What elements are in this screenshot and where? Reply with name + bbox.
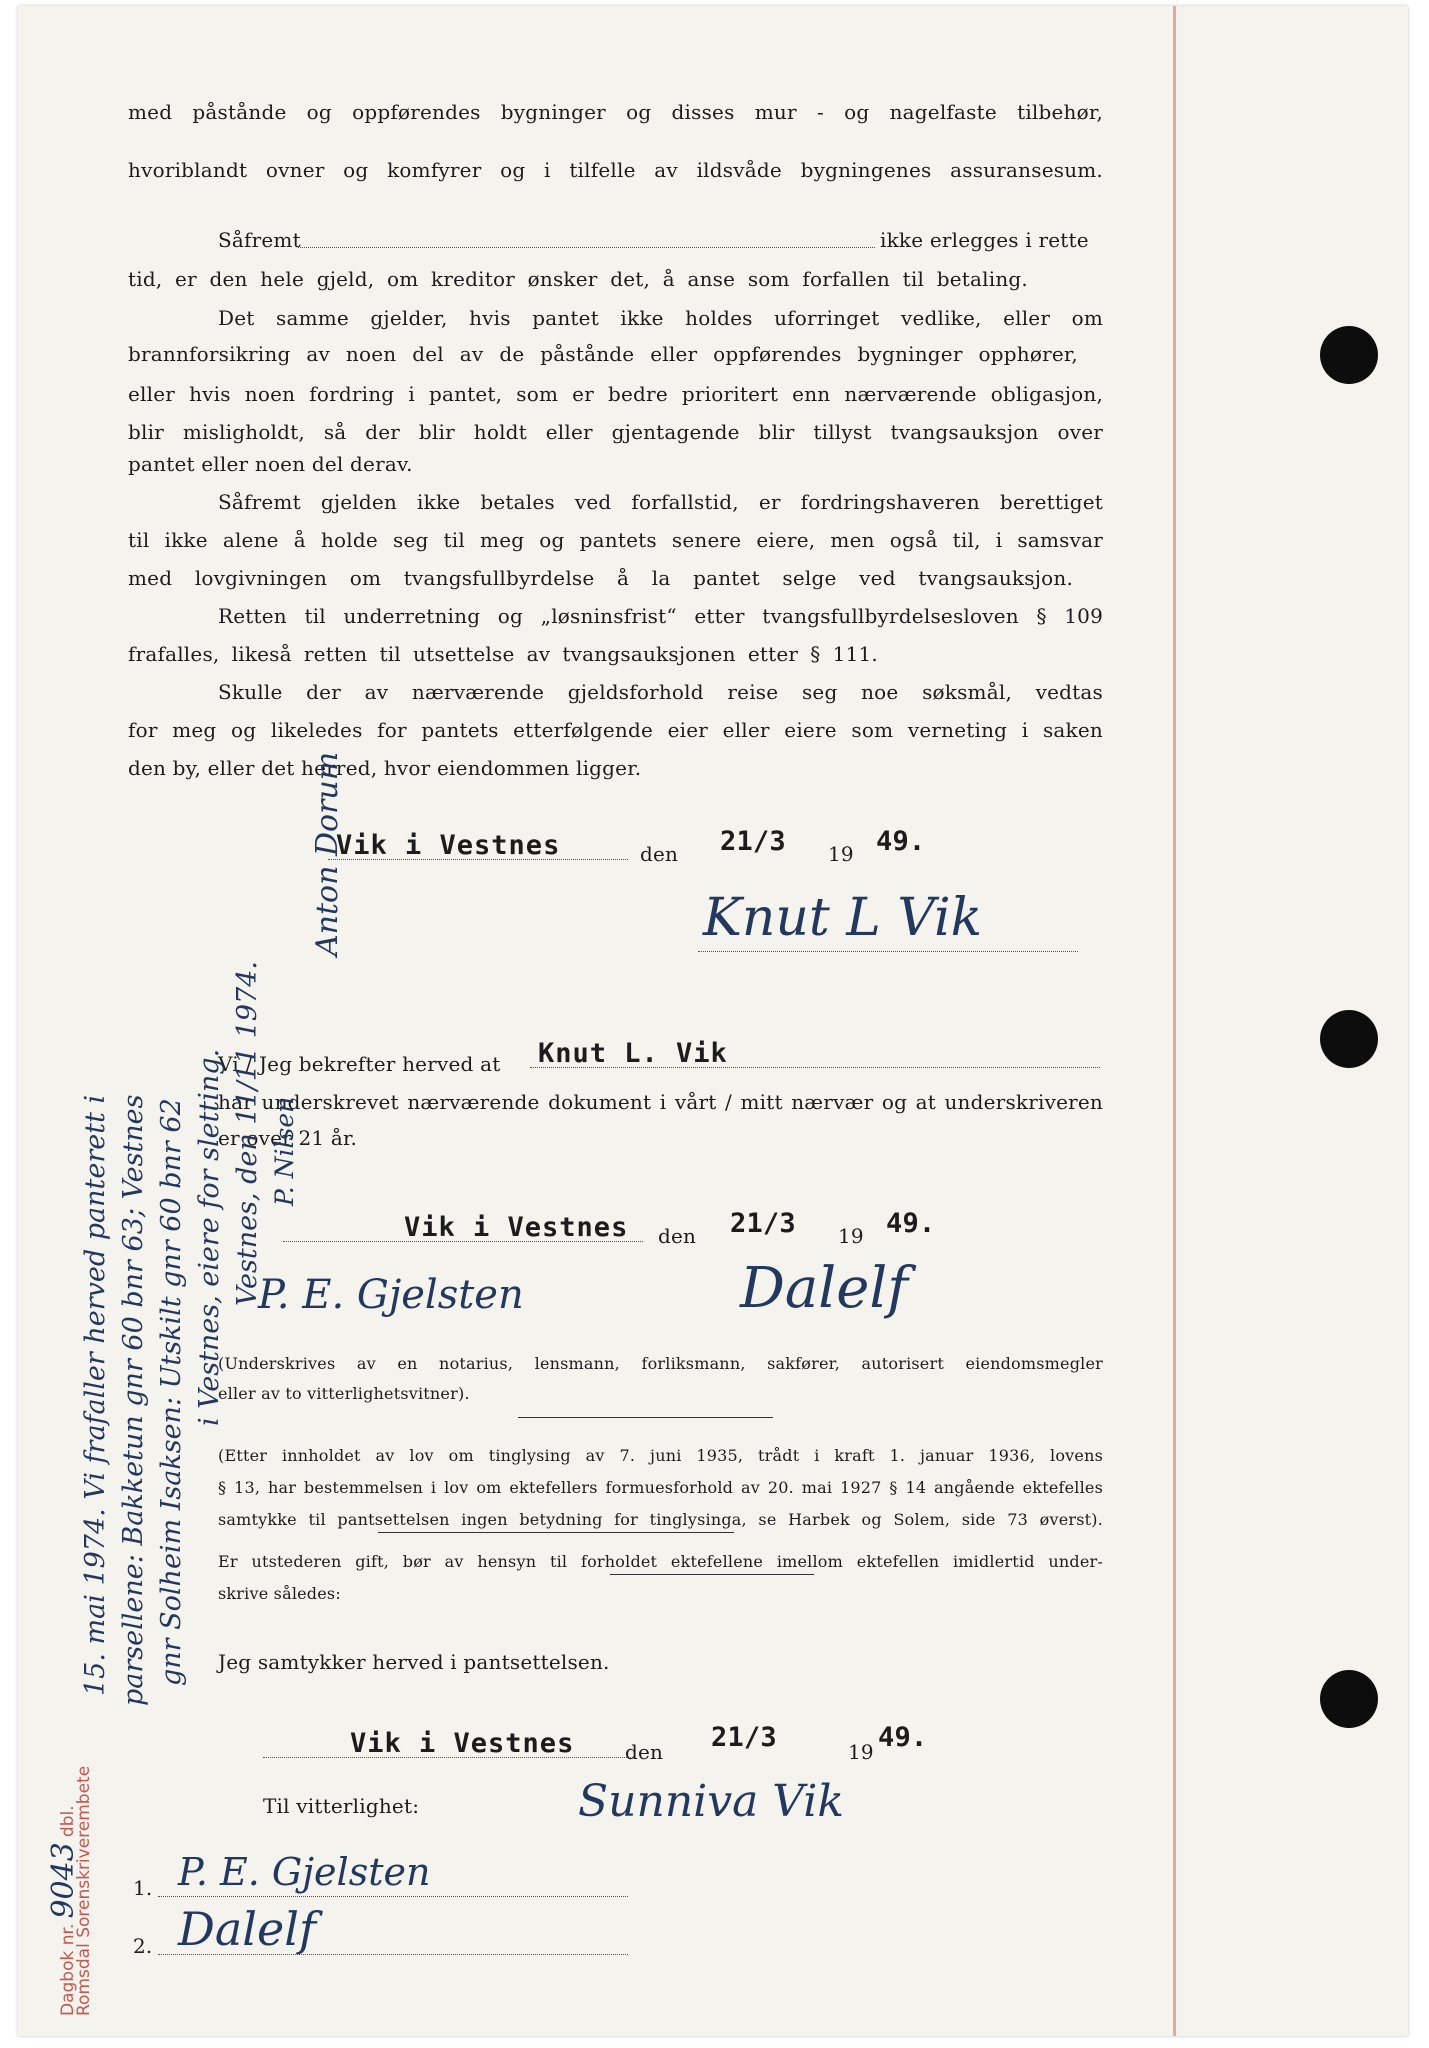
office-stamp: Romsdal Sorenskriverembete [74,1765,94,2016]
margin-note-line: i Vestnes, eiere for sletting. [194,1048,225,1426]
punch-hole [1320,326,1378,384]
consent-text: Jeg samtykker herved i pantsettelsen. [218,1650,610,1674]
year-stamp: 49. [876,826,926,857]
witness-number: 2. [133,1934,153,1958]
divider [518,1417,773,1418]
text-line: for meg og likeledes for pantets etterfølgende eier eller eiere som verneting i saken [128,718,1103,742]
date-stamp: 21/3 [730,1208,796,1239]
punch-hole [1320,1010,1378,1068]
note-line: skrive således: [218,1584,341,1603]
signature-line [698,951,1078,952]
year-stamp: 49. [878,1722,928,1753]
witness-signature-2: Dalelf [740,1256,908,1321]
den-label: den [658,1224,697,1248]
fill-in-line [283,1241,643,1242]
text-line: frafalles, likeså retten til utsettelse av tvangsauksjonen etter § 111. [128,642,878,666]
underline [610,1574,814,1575]
year-stamp: 49. [886,1208,936,1239]
text-line: er over 21 år. [218,1126,358,1150]
fill-in-line [263,1757,633,1758]
text-line: med påstånde og oppførendes bygninger og disses mur - og nagelfaste tilbehør, [128,100,1103,124]
note-line: (Etter innholdet av lov om tinglysing av 7. juni 1935, trådt i kraft 1. januar 1936, lovens [218,1446,1103,1465]
margin-line [1173,6,1176,2036]
margin-note-line: parsellene: Bakketun gnr 60 bnr 63; Vestnes [118,1094,149,1706]
margin-note-line: gnr Solheim Isaksen: Utskilt gnr 60 bnr 62 [156,1098,187,1686]
debtor-signature: Knut L Vik [703,888,983,948]
place-stamp: Vik i Vestnes [404,1212,629,1243]
witness-number: 1. [133,1876,153,1900]
note-line: Er utstederen gift, bør av hensyn til forholdet ektefellene imellom ektefellen imidlertid under- [218,1552,1103,1571]
name-stamp: Knut L. Vik [538,1038,728,1069]
den-label: den [640,842,679,866]
place-stamp: Vik i Vestnes [350,1728,575,1759]
text-line: blir misligholdt, så der blir holdt eller gjentagende blir tillyst tvangsauksjon over [128,420,1103,444]
year-prefix: 19 [828,842,854,866]
note-line: samtykke til pantsettelsen ingen betydning for tinglysinga, se Harbek og Solem, side 73 øverst). [218,1510,1103,1529]
text-line: Vi / Jeg bekrefter herved at [218,1052,501,1076]
year-prefix: 19 [848,1740,874,1764]
witness-2-signature: Dalelf [178,1902,316,1956]
witness-signature-1: P. E. Gjelsten [258,1272,524,1318]
fill-in-line [530,1067,1100,1068]
text-line: har underskrevet nærværende dokument i vårt / mitt nærvær og at underskriveren [218,1090,1103,1114]
date-stamp: 21/3 [720,826,786,857]
den-label: den [625,1740,664,1764]
signature-line [158,1954,628,1955]
note-line: eller av to vitterlighetsvitner). [218,1384,470,1403]
margin-note-line: 15. mai 1974. Vi frafaller herved panterett i [80,1094,111,1696]
margin-signature: P. Nilsen [270,1096,299,1206]
margin-signature: Anton Dorum [310,751,345,956]
text-line: Såfremt [218,228,301,252]
spouse-signature: Sunniva Vik [578,1776,845,1827]
margin-note-line: Vestnes, den 11/11 1974. [232,960,263,1306]
register-number: 9043 [46,1842,81,1919]
text-line: Retten til underretning og „løsninsfrist“ etter tvangsfullbyrdelsesloven § 109 [218,604,1103,628]
text-line: Skulle der av nærværende gjeldsforhold reise seg noe søksmål, vedtas [218,680,1103,704]
text-line: til ikke alene å holde seg til meg og pantets senere eiere, men også til, i samsvar [128,528,1103,552]
signature-line [158,1896,628,1897]
punch-hole [1320,1670,1378,1728]
witness-label: Til vitterlighet: [263,1794,420,1818]
text-line: pantet eller noen del derav. [128,452,413,476]
text-line: med lovgivningen om tvangsfullbyrdelse å la pantet selge ved tvangsauksjon. [128,566,1073,590]
place-stamp: Vik i Vestnes [336,830,561,861]
date-stamp: 21/3 [711,1722,777,1753]
text-line: ikke erlegges i rette [880,228,1089,252]
text-line: hvoriblandt ovner og komfyrer og i tilfelle av ildsvåde bygningenes assuransesum. [128,158,1103,182]
text-line: brannforsikring av noen del av de påstånde eller oppførendes bygninger opphører, [128,342,1078,366]
text-line: Det samme gjelder, hvis pantet ikke holdes uforringet vedlike, eller om [218,306,1103,330]
document-page [18,6,1408,2036]
text-line: eller hvis noen fordring i pantet, som er bedre prioritert enn nærværende obligasjon, [128,382,1103,406]
fill-in-line [298,247,875,248]
note-line: (Underskrives av en notarius, lensmann, forliksmann, sakfører, autorisert eiendomsmegler [218,1354,1103,1373]
year-prefix: 19 [838,1224,864,1248]
text-line: den by, eller det herred, hvor eiendommen ligger. [128,756,642,780]
register-label: Dagbok nr. [58,1923,78,2016]
text-line: Såfremt gjelden ikke betales ved forfallstid, er fordringshaveren berettiget [218,490,1103,514]
witness-1-signature: P. E. Gjelsten [178,1850,431,1894]
fill-in-line [328,859,628,860]
underline [378,1532,734,1533]
note-line: § 13, har bestemmelsen i lov om ektefellers formuesforhold av 20. mai 1927 § 14 angående ektefelles [218,1478,1103,1497]
register-abbr: dbl. [58,1805,78,1838]
text-line: tid, er den hele gjeld, om kreditor ønsker det, å anse som forfallen til betaling. [128,267,1028,291]
